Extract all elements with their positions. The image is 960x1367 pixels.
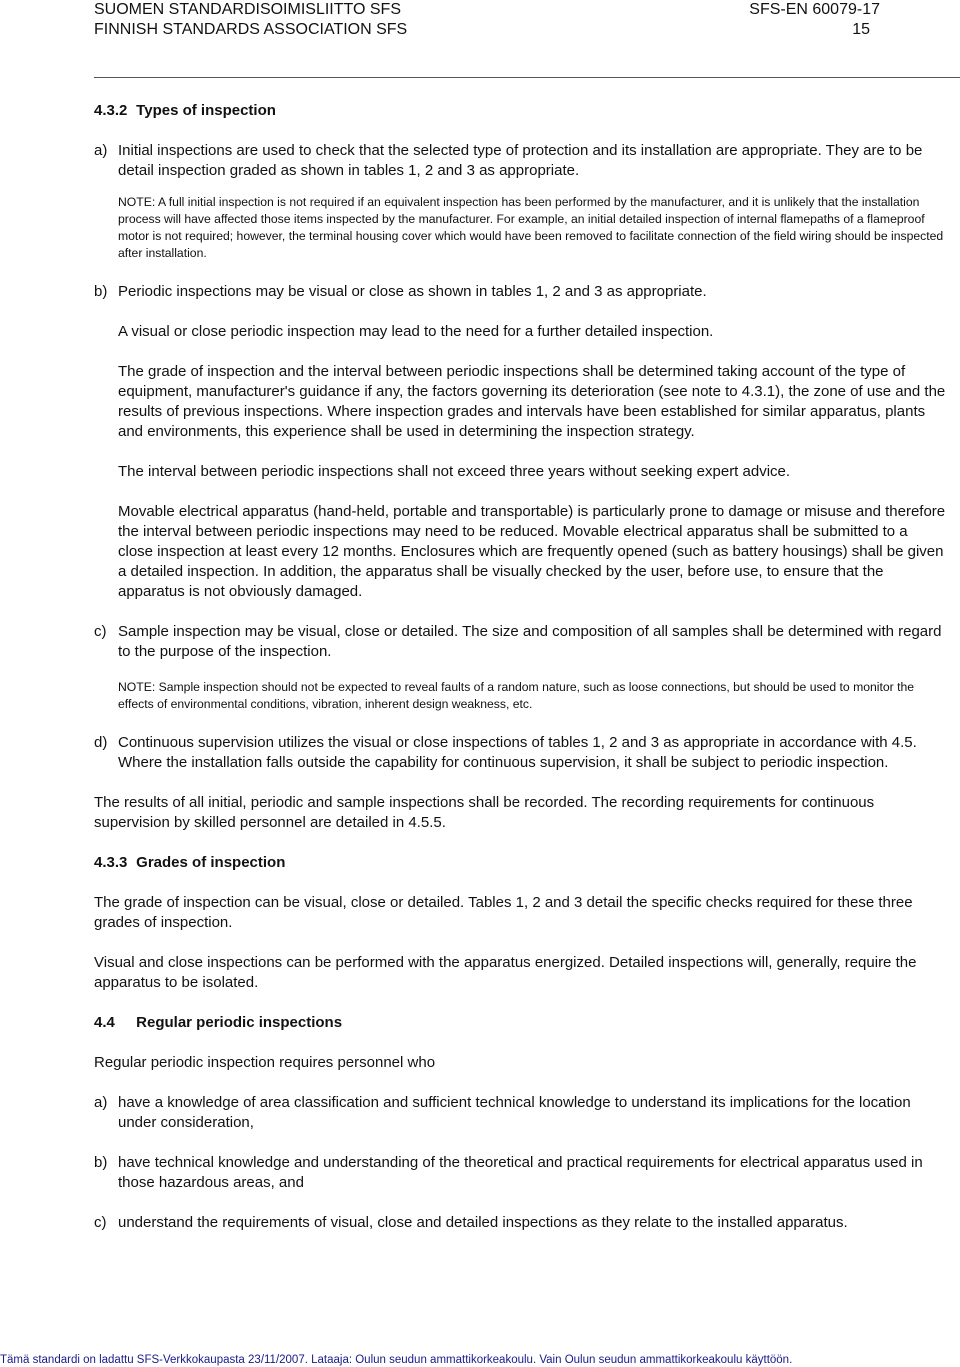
list-item-c: [94, 1213, 946, 1233]
list-item-a: [94, 141, 946, 181]
paragraph: Regular periodic inspection requires personnel who: [94, 1054, 436, 1071]
paragraph: The grade of inspection can be visual, close or detailed. Tables 1, 2 and 3 detail the specific checks required for these three grades of inspection.: [94, 894, 913, 931]
section-title: Types of inspection: [136, 102, 276, 119]
list-text: Continuous supervision utilizes the visual or close inspections of tables 1, 2 and 3 as appropriate in accordance with 4.5. Where the installation falls outside the capability for continuous supervision, it shall be subject to periodic inspection.: [118, 734, 917, 771]
list-text: have a knowledge of area classification and sufficient technical knowledge to understand its implications for the location under consideration,: [118, 1094, 911, 1131]
paragraph: Visual and close inspections can be performed with the apparatus energized. Detailed inspections will, generally, require the apparatus to be isolated.: [94, 954, 917, 991]
header-page-number: 15: [852, 21, 870, 38]
section-number: 4.3.3: [94, 854, 128, 871]
list-label: b): [94, 1154, 108, 1171]
header-organization: SUOMEN STANDARDISOIMISLIITTO SFS: [94, 1, 401, 18]
section-number: 4.3.2: [94, 102, 128, 119]
list-text: have technical knowledge and understanding of the theoretical and practical requirements for electrical apparatus used in those hazardous areas, and: [118, 1154, 923, 1191]
section-heading-4-4: [94, 1013, 946, 1033]
section-number: 4.4: [94, 1014, 115, 1031]
paragraph: The interval between periodic inspections shall not exceed three years without seeking expert advice.: [118, 463, 791, 480]
note-sample-inspection: NOTE: Sample inspection should not be expected to reveal faults of a random nature, such as loose connections, but should be used to monitor the effects of environmental conditions, vibration, inherent design weakness, etc.: [118, 680, 915, 711]
header-standard-number: SFS-EN 60079-17: [749, 1, 880, 18]
section-heading-4-3-2: [94, 101, 946, 121]
paragraph: Movable electrical apparatus (hand-held, portable and transportable) is particularly prone to damage or misuse and therefore the interval between periodic inspections may need to be reduced. Movable electrical apparatus shall be submitted to a close inspection at least every 12 months. Enclosures which are frequently opened (such as battery housings) shall be given a detailed inspection. In addition, the apparatus shall be visually checked by the user, before use, to ensure that the apparatus is not obviously damaged.: [118, 503, 946, 600]
list-text: understand the requirements of visual, close and detailed inspections as they relate to the installed apparatus.: [118, 1214, 848, 1231]
note-initial-inspection: NOTE: A full initial inspection is not required if an equivalent inspection has been performed by the manufacturer, and it is unlikely that the installation process will have affected those items inspected by the manufacturer. For example, an initial detailed inspection of internal flamepaths of a flameproof motor is not required; however, the terminal housing cover which would have been removed to facilitate connection of the field wiring should be inspected after installation.: [118, 195, 944, 260]
list-text: Sample inspection may be visual, close or detailed. The size and composition of all samples shall be determined with regard to the purpose of the inspection.: [118, 623, 942, 660]
header-rule: [94, 77, 960, 78]
list-item-b: [94, 1153, 946, 1193]
list-item-b: [94, 282, 946, 302]
paragraph: The results of all initial, periodic and sample inspections shall be recorded. The recording requirements for continuous supervision by skilled personnel are detailed in 4.5.5.: [94, 794, 875, 831]
list-item-c: [94, 622, 946, 662]
list-text: Initial inspections are used to check that the selected type of protection and its installation are appropriate. They are to be detail inspection graded as shown in tables 1, 2 and 3 as appropriate.: [118, 142, 923, 179]
section-title: Grades of inspection: [136, 854, 286, 871]
document-body: [94, 101, 946, 1233]
list-label: c): [94, 1214, 107, 1231]
paragraph: A visual or close periodic inspection may lead to the need for a further detailed inspection.: [118, 323, 714, 340]
section-title: Regular periodic inspections: [136, 1014, 343, 1031]
paragraph: The grade of inspection and the interval between periodic inspections shall be determined taking account of the type of equipment, manufacturer's guidance if any, the factors governing its deterioration (see note to 4.3.1), the zone of use and the results of previous inspections. Where inspection grades and intervals have been established for similar apparatus, plants and environments, this experience shall be used in determining the inspection strategy.: [118, 363, 946, 440]
list-label: b): [94, 283, 108, 300]
list-label: a): [94, 1094, 108, 1111]
list-label: d): [94, 734, 108, 751]
list-item-a: [94, 1093, 946, 1133]
download-footer: Tämä standardi on ladattu SFS-Verkkokaupasta 23/11/2007. Lataaja: Oulun seudun ammattikorkeakoulu. Vain Oulun seudun ammattikorkeakoulu käyttöön.: [0, 1354, 793, 1366]
section-heading-4-3-3: [94, 853, 946, 873]
list-item-d: [94, 733, 946, 773]
list-text: Periodic inspections may be visual or close as shown in tables 1, 2 and 3 as appropriate.: [118, 283, 707, 300]
header-organization-english: FINNISH STANDARDS ASSOCIATION SFS: [94, 21, 408, 38]
list-label: a): [94, 142, 108, 159]
list-label: c): [94, 623, 107, 640]
